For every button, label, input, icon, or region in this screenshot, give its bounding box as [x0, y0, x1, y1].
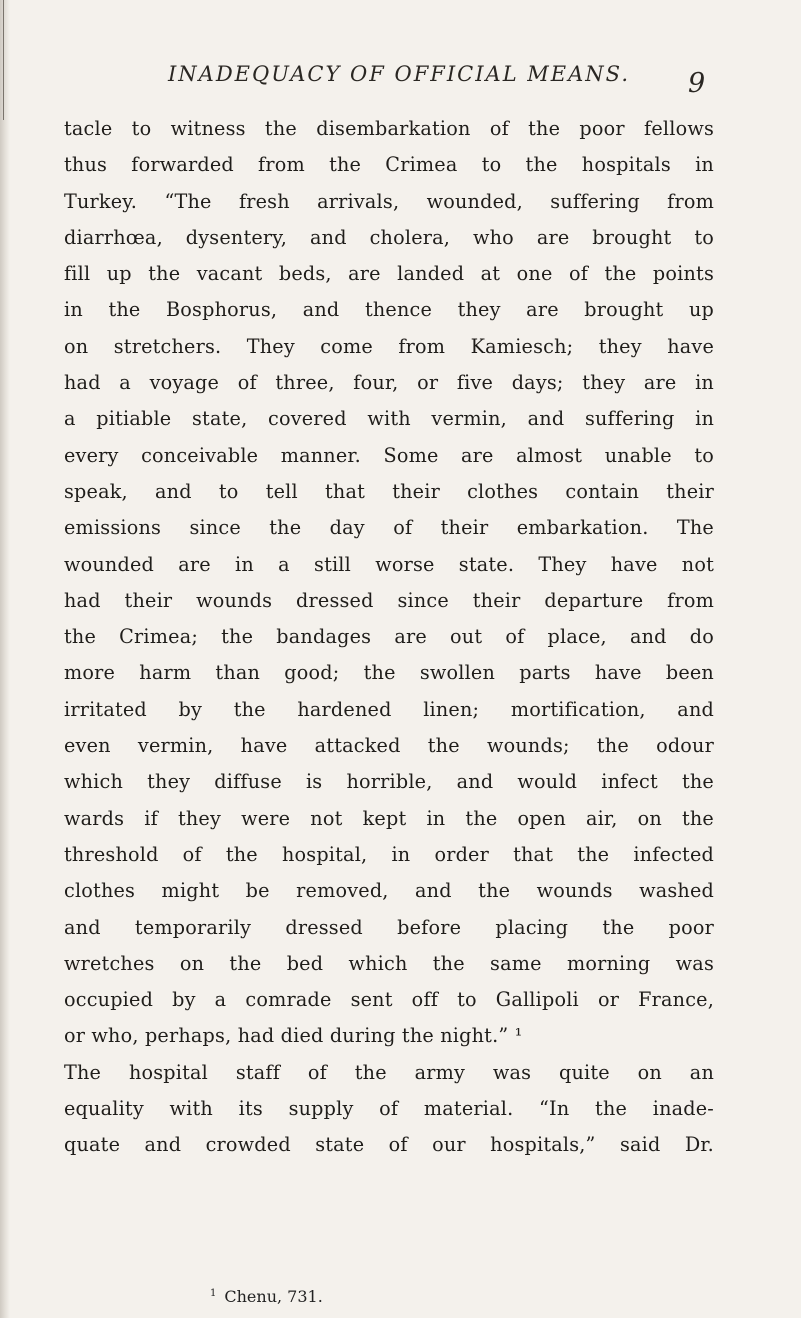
- text-line: threshold of the hospital, in order that the infected: [64, 842, 714, 866]
- text-line: equality with its supply of material. “In the inade-: [64, 1097, 714, 1121]
- text-line: even vermin, have attacked the wounds; the odour: [64, 734, 714, 758]
- text-line: had their wounds dressed since their departure from: [64, 588, 714, 612]
- text-line: which they diffuse is horrible, and would infect the: [64, 770, 714, 794]
- text-line: on stretchers. They come from Kamiesch; they have: [64, 334, 714, 358]
- text-line: fill up the vacant beds, are landed at one of the points: [64, 262, 714, 286]
- text-line: wretches on the bed which the same morning was: [64, 951, 714, 975]
- text-line: in the Bosphorus, and thence they are brought up: [64, 298, 714, 322]
- body-text: [64, 111, 714, 1164]
- footnote-text: Chenu, 731.: [224, 1287, 323, 1306]
- running-title: INADEQUACY OF OFFICIAL MEANS.: [168, 62, 630, 86]
- text-line: irritated by the hardened linen; mortification, and: [64, 697, 714, 721]
- text-line: a pitiable state, covered with vermin, and suffering in: [64, 407, 714, 431]
- text-line: and temporarily dressed before placing the poor: [64, 915, 714, 939]
- page-number: 9: [688, 68, 706, 99]
- text-line: quate and crowded state of our hospitals,” said Dr.: [64, 1133, 714, 1157]
- footnote-mark: 1: [210, 1288, 217, 1299]
- text-line: more harm than good; the swollen parts have been: [64, 661, 714, 685]
- page-binding-edge: [0, 0, 10, 1318]
- text-line: wounded are in a still worse state. They have not: [64, 552, 714, 576]
- text-line: emissions since the day of their embarkation. The: [64, 516, 714, 540]
- footnote: [210, 1287, 323, 1306]
- text-line: The hospital staff of the army was quite on an: [64, 1060, 714, 1084]
- text-line: diarrhœa, dysentery, and cholera, who are brought to: [64, 225, 714, 249]
- text-line: tacle to witness the disembarkation of the poor fellows: [64, 117, 714, 140]
- text-line: or who, perhaps, had died during the night.” ¹: [64, 1024, 523, 1048]
- text-line: clothes might be removed, and the wounds washed: [64, 879, 714, 903]
- text-line: thus forwarded from the Crimea to the hospitals in: [64, 153, 714, 177]
- text-line: had a voyage of three, four, or five days; they are in: [64, 371, 714, 395]
- text-line: occupied by a comrade sent off to Gallipoli or France,: [64, 988, 714, 1012]
- text-line: every conceivable manner. Some are almost unable to: [64, 443, 714, 467]
- text-line: Turkey. “The fresh arrivals, wounded, suffering from: [64, 189, 714, 213]
- text-line: speak, and to tell that their clothes contain their: [64, 479, 714, 503]
- text-line: wards if they were not kept in the open air, on the: [64, 806, 714, 830]
- text-line: the Crimea; the bandages are out of place, and do: [64, 625, 714, 649]
- running-header: [0, 62, 801, 102]
